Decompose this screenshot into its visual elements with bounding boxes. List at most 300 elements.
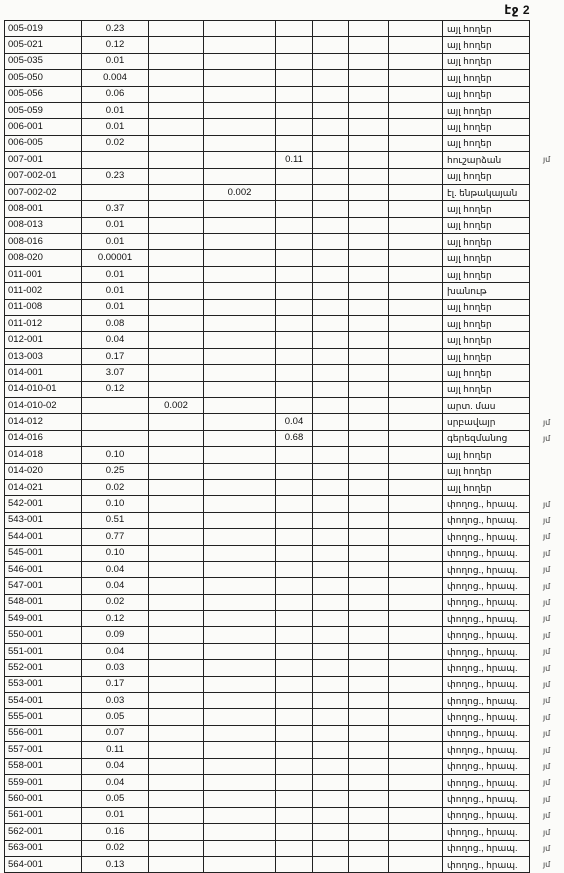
area-col-2-cell — [149, 348, 204, 364]
area-col-5-cell — [313, 774, 349, 790]
area-col-2-cell — [149, 545, 204, 561]
area-col-1-cell — [82, 430, 149, 446]
parcel-code-cell: 561-001 — [5, 807, 82, 823]
area-col-4-cell — [276, 561, 313, 577]
area-col-7-cell — [389, 840, 443, 856]
area-col-5-cell — [313, 53, 349, 69]
area-col-6-cell — [349, 266, 389, 282]
area-col-2-cell — [149, 643, 204, 659]
land-category-cell: հուշարձան — [443, 152, 530, 168]
area-col-2-cell — [149, 807, 204, 823]
area-col-1-cell: 0.01 — [82, 119, 149, 135]
area-col-2-cell — [149, 53, 204, 69]
area-col-4-cell — [276, 791, 313, 807]
area-col-2-cell — [149, 217, 204, 233]
area-col-7-cell — [389, 266, 443, 282]
area-col-2-cell — [149, 676, 204, 692]
area-col-7-cell — [389, 102, 443, 118]
parcel-code-cell: 008-020 — [5, 250, 82, 266]
area-col-3-cell — [204, 53, 276, 69]
area-col-2-cell — [149, 611, 204, 627]
area-col-5-cell — [313, 545, 349, 561]
table-row — [5, 414, 530, 430]
table-row — [5, 152, 530, 168]
parcel-code-cell: 014-010-02 — [5, 397, 82, 413]
area-col-6-cell — [349, 693, 389, 709]
parcel-code-cell: 005-050 — [5, 70, 82, 86]
land-category-cell: փողոց., հրապ. — [443, 791, 530, 807]
area-col-3-cell — [204, 496, 276, 512]
table-row — [5, 676, 530, 692]
area-col-3-cell — [204, 135, 276, 151]
table-row — [5, 529, 530, 545]
parcel-code-cell: 556-001 — [5, 725, 82, 741]
table-row — [5, 594, 530, 610]
area-col-1-cell: 0.10 — [82, 447, 149, 463]
area-col-1-cell: 0.01 — [82, 807, 149, 823]
area-col-4-cell — [276, 53, 313, 69]
table-row — [5, 430, 530, 446]
area-col-3-cell — [204, 283, 276, 299]
area-col-4-cell — [276, 70, 313, 86]
area-col-7-cell — [389, 250, 443, 266]
land-category-cell: այլ հողեր — [443, 463, 530, 479]
area-col-2-cell: 0.002 — [149, 397, 204, 413]
area-col-1-cell: 0.04 — [82, 561, 149, 577]
land-category-cell: փողոց., հրապ. — [443, 774, 530, 790]
parcel-code-cell: 542-001 — [5, 496, 82, 512]
area-col-5-cell — [313, 758, 349, 774]
area-col-5-cell — [313, 201, 349, 217]
area-col-6-cell — [349, 119, 389, 135]
area-col-7-cell — [389, 496, 443, 512]
area-col-7-cell — [389, 545, 443, 561]
table-row — [5, 86, 530, 102]
area-col-7-cell — [389, 594, 443, 610]
table-row — [5, 201, 530, 217]
area-col-6-cell — [349, 316, 389, 332]
area-col-3-cell — [204, 21, 276, 37]
area-col-6-cell — [349, 430, 389, 446]
area-col-6-cell — [349, 512, 389, 528]
area-col-7-cell — [389, 21, 443, 37]
area-col-3-cell — [204, 627, 276, 643]
table-row — [5, 168, 530, 184]
land-category-cell: փողոց., հրապ. — [443, 643, 530, 659]
area-col-7-cell — [389, 479, 443, 495]
area-col-5-cell — [313, 561, 349, 577]
area-col-2-cell — [149, 496, 204, 512]
area-col-6-cell — [349, 496, 389, 512]
land-category-cell: այլ հողեր — [443, 348, 530, 364]
area-col-3-cell — [204, 709, 276, 725]
area-col-7-cell — [389, 365, 443, 381]
area-col-7-cell — [389, 709, 443, 725]
area-col-1-cell: 0.04 — [82, 643, 149, 659]
table-row — [5, 135, 530, 151]
area-col-6-cell — [349, 447, 389, 463]
area-col-5-cell — [313, 37, 349, 53]
table-row — [5, 283, 530, 299]
area-col-5-cell — [313, 824, 349, 840]
area-col-6-cell — [349, 725, 389, 741]
area-col-2-cell — [149, 381, 204, 397]
side-mark: յմ — [543, 745, 551, 755]
area-col-5-cell — [313, 840, 349, 856]
area-col-3-cell — [204, 840, 276, 856]
area-col-1-cell — [82, 152, 149, 168]
area-col-1-cell: 0.02 — [82, 840, 149, 856]
area-col-5-cell — [313, 316, 349, 332]
land-category-cell: գերեզմանոց — [443, 430, 530, 446]
area-col-4-cell — [276, 234, 313, 250]
area-col-6-cell — [349, 184, 389, 200]
land-category-cell: այլ հողեր — [443, 86, 530, 102]
area-col-3-cell — [204, 774, 276, 790]
area-col-7-cell — [389, 332, 443, 348]
area-col-4-cell — [276, 660, 313, 676]
area-col-5-cell — [313, 332, 349, 348]
area-col-6-cell — [349, 86, 389, 102]
side-mark: յմ — [543, 434, 551, 443]
area-col-5-cell — [313, 299, 349, 315]
area-col-1-cell: 0.01 — [82, 266, 149, 282]
area-col-7-cell — [389, 37, 443, 53]
area-col-2-cell — [149, 627, 204, 643]
parcel-code-cell: 550-001 — [5, 627, 82, 643]
area-col-4-cell — [276, 774, 313, 790]
area-col-6-cell — [349, 643, 389, 659]
area-col-4-cell — [276, 627, 313, 643]
parcel-code-cell: 011-001 — [5, 266, 82, 282]
parcel-code-cell: 014-018 — [5, 447, 82, 463]
area-col-5-cell — [313, 430, 349, 446]
area-col-4-cell — [276, 463, 313, 479]
side-mark: յմ — [543, 844, 551, 853]
area-col-4-cell — [276, 37, 313, 53]
side-mark: յմ — [543, 647, 551, 657]
area-col-7-cell — [389, 529, 443, 545]
area-col-3-cell — [204, 37, 276, 53]
area-col-1-cell: 0.02 — [82, 594, 149, 610]
area-col-4-cell — [276, 316, 313, 332]
area-col-4-cell — [276, 594, 313, 610]
area-col-7-cell — [389, 643, 443, 659]
area-col-3-cell — [204, 299, 276, 315]
area-col-2-cell — [149, 365, 204, 381]
parcel-code-cell: 007-002-02 — [5, 184, 82, 200]
area-col-1-cell: 0.04 — [82, 758, 149, 774]
land-category-cell: արտ. մաս — [443, 397, 530, 413]
table-row — [5, 332, 530, 348]
area-col-2-cell — [149, 168, 204, 184]
table-row — [5, 381, 530, 397]
table-row — [5, 479, 530, 495]
area-col-3-cell — [204, 529, 276, 545]
area-col-3-cell — [204, 791, 276, 807]
table-row — [5, 709, 530, 725]
area-col-3-cell — [204, 381, 276, 397]
area-col-7-cell — [389, 217, 443, 233]
area-col-5-cell — [313, 676, 349, 692]
area-col-2-cell — [149, 774, 204, 790]
area-col-5-cell — [313, 234, 349, 250]
area-col-1-cell: 3.07 — [82, 365, 149, 381]
parcel-code-cell: 014-021 — [5, 479, 82, 495]
area-col-2-cell — [149, 414, 204, 430]
parcel-code-cell: 563-001 — [5, 840, 82, 856]
area-col-2-cell — [149, 693, 204, 709]
area-col-5-cell — [313, 250, 349, 266]
area-col-6-cell — [349, 135, 389, 151]
parcel-code-cell: 547-001 — [5, 578, 82, 594]
land-category-cell: փողոց., հրապ. — [443, 840, 530, 856]
parcel-code-cell: 006-005 — [5, 135, 82, 151]
area-col-5-cell — [313, 152, 349, 168]
area-col-1-cell: 0.25 — [82, 463, 149, 479]
parcel-code-cell: 013-003 — [5, 348, 82, 364]
area-col-4-cell — [276, 856, 313, 872]
area-col-3-cell — [204, 70, 276, 86]
area-col-4-cell — [276, 545, 313, 561]
area-col-6-cell — [349, 414, 389, 430]
parcel-code-cell: 011-012 — [5, 316, 82, 332]
table-row — [5, 299, 530, 315]
area-col-2-cell — [149, 250, 204, 266]
area-col-2-cell — [149, 152, 204, 168]
table-row — [5, 447, 530, 463]
area-col-3-cell — [204, 250, 276, 266]
area-col-2-cell — [149, 316, 204, 332]
area-col-3-cell — [204, 824, 276, 840]
area-col-3-cell — [204, 430, 276, 446]
table-row — [5, 561, 530, 577]
area-col-4-cell — [276, 643, 313, 659]
table-row — [5, 234, 530, 250]
area-col-5-cell — [313, 168, 349, 184]
area-col-6-cell — [349, 299, 389, 315]
parcel-code-cell: 557-001 — [5, 742, 82, 758]
land-category-cell: փողոց., հրապ. — [443, 824, 530, 840]
area-col-7-cell — [389, 742, 443, 758]
area-col-3-cell — [204, 102, 276, 118]
area-col-4-cell — [276, 332, 313, 348]
land-category-cell: այլ հողեր — [443, 266, 530, 282]
table-row — [5, 611, 530, 627]
area-col-7-cell — [389, 53, 443, 69]
table-row — [5, 824, 530, 840]
area-col-5-cell — [313, 119, 349, 135]
area-col-6-cell — [349, 611, 389, 627]
area-col-4-cell — [276, 365, 313, 381]
area-col-1-cell: 0.07 — [82, 725, 149, 741]
area-col-2-cell — [149, 791, 204, 807]
area-col-1-cell: 0.17 — [82, 676, 149, 692]
side-mark: յմ — [543, 499, 551, 509]
parcel-code-cell: 562-001 — [5, 824, 82, 840]
area-col-3-cell — [204, 316, 276, 332]
area-col-2-cell — [149, 709, 204, 725]
area-col-2-cell — [149, 234, 204, 250]
area-col-5-cell — [313, 463, 349, 479]
land-category-cell: փողոց., հրապ. — [443, 545, 530, 561]
area-col-5-cell — [313, 496, 349, 512]
area-col-7-cell — [389, 627, 443, 643]
table-row — [5, 348, 530, 364]
area-col-2-cell — [149, 594, 204, 610]
land-category-cell: այլ հողեր — [443, 119, 530, 135]
area-col-5-cell — [313, 414, 349, 430]
area-col-5-cell — [313, 643, 349, 659]
area-col-6-cell — [349, 397, 389, 413]
area-col-3-cell — [204, 758, 276, 774]
area-col-2-cell — [149, 266, 204, 282]
area-col-7-cell — [389, 201, 443, 217]
area-col-4-cell — [276, 529, 313, 545]
table-row — [5, 742, 530, 758]
area-col-3-cell — [204, 545, 276, 561]
area-col-5-cell — [313, 742, 349, 758]
area-col-3-cell — [204, 152, 276, 168]
area-col-6-cell — [349, 463, 389, 479]
area-col-7-cell — [389, 561, 443, 577]
area-col-4-cell — [276, 807, 313, 823]
parcel-code-cell: 554-001 — [5, 693, 82, 709]
area-col-2-cell — [149, 463, 204, 479]
area-col-5-cell — [313, 578, 349, 594]
area-col-2-cell — [149, 824, 204, 840]
table-row — [5, 758, 530, 774]
area-col-1-cell: 0.01 — [82, 102, 149, 118]
land-category-cell: փողոց., հրապ. — [443, 594, 530, 610]
area-col-7-cell — [389, 758, 443, 774]
area-col-7-cell — [389, 397, 443, 413]
area-col-5-cell — [313, 135, 349, 151]
area-col-4-cell — [276, 742, 313, 758]
area-col-7-cell — [389, 430, 443, 446]
area-col-3-cell — [204, 676, 276, 692]
area-col-7-cell — [389, 119, 443, 135]
area-col-3-cell — [204, 594, 276, 610]
area-col-6-cell — [349, 152, 389, 168]
parcel-code-cell: 014-020 — [5, 463, 82, 479]
page-number-label: էջ 2 — [504, 3, 530, 17]
table-row — [5, 660, 530, 676]
land-category-cell: այլ հողեր — [443, 201, 530, 217]
parcel-code-cell: 560-001 — [5, 791, 82, 807]
area-col-4-cell — [276, 512, 313, 528]
area-col-6-cell — [349, 791, 389, 807]
parcel-code-cell: 543-001 — [5, 512, 82, 528]
land-category-cell: այլ հողեր — [443, 37, 530, 53]
parcel-code-cell: 007-002-01 — [5, 168, 82, 184]
table-row — [5, 545, 530, 561]
area-col-1-cell: 0.06 — [82, 86, 149, 102]
land-category-cell: խանութ — [443, 283, 530, 299]
parcel-code-cell: 014-012 — [5, 414, 82, 430]
parcel-code-cell: 553-001 — [5, 676, 82, 692]
land-category-cell: փողոց., հրապ. — [443, 758, 530, 774]
area-col-3-cell — [204, 365, 276, 381]
area-col-1-cell: 0.01 — [82, 283, 149, 299]
area-col-5-cell — [313, 217, 349, 233]
land-category-cell: փողոց., հրապ. — [443, 709, 530, 725]
area-col-1-cell: 0.01 — [82, 234, 149, 250]
area-col-1-cell: 0.01 — [82, 217, 149, 233]
area-col-2-cell — [149, 86, 204, 102]
table-row — [5, 693, 530, 709]
parcel-code-cell: 014-010-01 — [5, 381, 82, 397]
land-category-cell: փողոց., հրապ. — [443, 512, 530, 528]
area-col-3-cell — [204, 217, 276, 233]
area-col-5-cell — [313, 283, 349, 299]
area-col-5-cell — [313, 447, 349, 463]
area-col-1-cell: 0.10 — [82, 545, 149, 561]
area-col-6-cell — [349, 594, 389, 610]
area-col-1-cell: 0.13 — [82, 856, 149, 872]
area-col-1-cell: 0.23 — [82, 21, 149, 37]
area-col-7-cell — [389, 283, 443, 299]
parcel-code-cell: 559-001 — [5, 774, 82, 790]
area-col-6-cell — [349, 856, 389, 872]
area-col-4-cell — [276, 611, 313, 627]
area-col-3-cell — [204, 479, 276, 495]
area-col-7-cell — [389, 316, 443, 332]
area-col-6-cell — [349, 21, 389, 37]
area-col-4-cell: 0.11 — [276, 152, 313, 168]
area-col-6-cell — [349, 479, 389, 495]
side-mark: յմ — [543, 712, 551, 722]
parcel-code-cell: 012-001 — [5, 332, 82, 348]
area-col-4-cell — [276, 299, 313, 315]
area-col-6-cell — [349, 381, 389, 397]
table-row — [5, 316, 530, 332]
table-row — [5, 578, 530, 594]
table-row — [5, 119, 530, 135]
area-col-6-cell — [349, 742, 389, 758]
area-col-3-cell — [204, 856, 276, 872]
area-col-4-cell — [276, 201, 313, 217]
area-col-1-cell: 0.17 — [82, 348, 149, 364]
table-row — [5, 840, 530, 856]
area-col-5-cell — [313, 479, 349, 495]
area-col-1-cell: 0.01 — [82, 53, 149, 69]
area-col-4-cell — [276, 578, 313, 594]
area-col-6-cell — [349, 529, 389, 545]
area-col-2-cell — [149, 529, 204, 545]
parcel-code-cell: 552-001 — [5, 660, 82, 676]
land-category-cell: փողոց., հրապ. — [443, 496, 530, 512]
area-col-2-cell — [149, 37, 204, 53]
area-col-4-cell — [276, 21, 313, 37]
area-col-4-cell — [276, 824, 313, 840]
side-mark: յմ — [543, 532, 551, 542]
area-col-2-cell — [149, 283, 204, 299]
area-col-6-cell — [349, 545, 389, 561]
table-row — [5, 21, 530, 37]
parcel-code-cell: 014-016 — [5, 430, 82, 446]
area-col-1-cell: 0.05 — [82, 709, 149, 725]
area-col-4-cell — [276, 266, 313, 282]
area-col-1-cell: 0.004 — [82, 70, 149, 86]
area-col-1-cell: 0.51 — [82, 512, 149, 528]
area-col-6-cell — [349, 332, 389, 348]
area-col-5-cell — [313, 725, 349, 741]
land-category-cell: փողոց., հրապ. — [443, 693, 530, 709]
land-category-cell: այլ հողեր — [443, 479, 530, 495]
table-row — [5, 463, 530, 479]
area-col-6-cell — [349, 824, 389, 840]
